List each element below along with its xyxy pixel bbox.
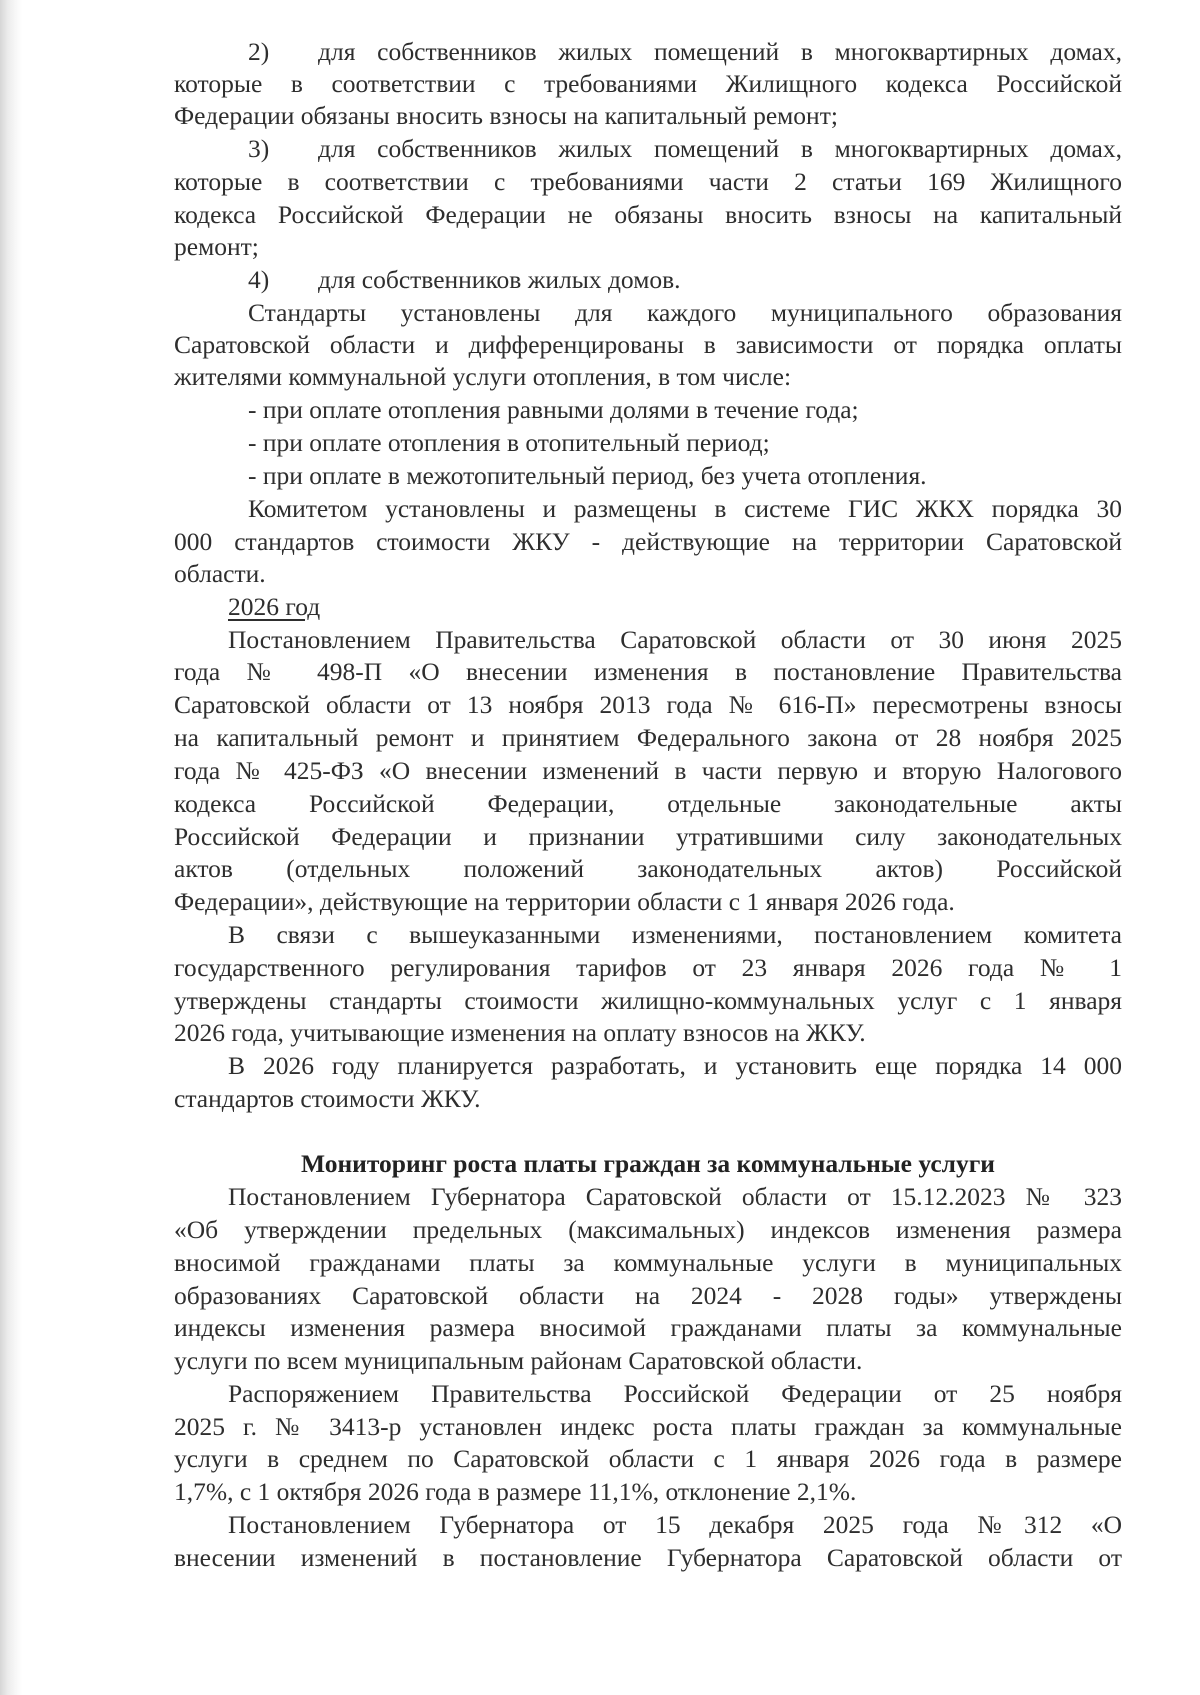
text-line: «Об утверждении предельных (максимальных) индексов изменения размера	[174, 1215, 1122, 1244]
text-line: Комитетом установлены и размещены в системе ГИС ЖКХ порядка 30	[248, 494, 1122, 523]
year-heading	[228, 591, 1122, 623]
text-line: Федерации обязаны вносить взносы на капитальный ремонт;	[174, 101, 838, 130]
text-line: государственного регулирования тарифов от 23 января 2026 года № 1	[174, 953, 1122, 982]
text-line: года № 498-П «О внесении изменения в постановление Правительства	[174, 657, 1122, 686]
text-line: Распоряжением Правительства Российской Федерации от 25 ноября	[228, 1379, 1122, 1408]
text-line: Саратовской области от 13 ноября 2013 года № 616-П» пересмотрены взносы	[174, 690, 1122, 719]
text-line: услуги по всем муниципальным районам Саратовской области.	[174, 1346, 863, 1375]
year-heading-text: 2026 год	[228, 592, 321, 621]
text-line: Стандарты установлены для каждого муниципального образования	[248, 298, 1122, 327]
list-item: - при оплате отопления равными долями в течение года;	[248, 395, 859, 424]
text-line: для собственников жилых помещений в многоквартирных домах,	[318, 37, 1122, 66]
section-heading: Мониторинг роста платы граждан за коммунальные услуги	[300, 1149, 995, 1178]
text-line: Постановлением Правительства Саратовской области от 30 июня 2025	[228, 625, 1122, 654]
text-line: которые в соответствии с требованиями Жилищного кодекса Российской	[174, 69, 1122, 98]
text-line: 000 стандартов стоимости ЖКУ - действующие на территории Саратовской	[174, 527, 1122, 556]
text-line: Постановлением Губернатора от 15 декабря 2025 года №312 «О	[228, 1510, 1122, 1539]
list-item-number: 3)	[248, 134, 270, 163]
list-item-number: 4)	[248, 265, 270, 294]
text-line: Постановлением Губернатора Саратовской области от 15.12.2023 № 323	[228, 1182, 1122, 1211]
text-line: области.	[174, 559, 266, 588]
text-line: для собственников жилых помещений в многоквартирных домах,	[318, 134, 1122, 163]
text-line: внесении изменений в постановление Губернатора Саратовской области от	[174, 1543, 1122, 1572]
text-line: Федерации», действующие на территории области с 1 января 2026 года.	[174, 887, 955, 916]
text-line: вносимой гражданами платы за коммунальные услуги в муниципальных	[174, 1248, 1122, 1277]
text-line: на капитальный ремонт и принятием Федерального закона от 28 ноября 2025	[174, 723, 1122, 752]
text-line: индексы изменения размера вносимой гражданами платы за коммунальные	[174, 1313, 1122, 1342]
text-line: услуги в среднем по Саратовской области с 1 января 2026 года в размере	[174, 1444, 1122, 1473]
text-line: актов (отдельных положений законодательных актов) Российской	[174, 854, 1122, 883]
text-line: для собственников жилых домов.	[318, 265, 681, 294]
text-line: 2026 года, учитывающие изменения на оплату взносов на ЖКУ.	[174, 1018, 866, 1047]
text-line: В связи с вышеуказанными изменениями, постановлением комитета	[228, 920, 1122, 949]
text-line: 1,7%, с 1 октября 2026 года в размере 11,1%, отклонение 2,1%.	[174, 1477, 857, 1506]
text-line: Российской Федерации и признании утратившими силу законодательных	[174, 822, 1122, 851]
text-line: года № 425-ФЗ «О внесении изменений в части первую и вторую Налогового	[174, 756, 1122, 785]
list-item: - при оплате отопления в отопительный период;	[248, 428, 770, 457]
text-line: ремонт;	[174, 232, 259, 261]
list-item: - при оплате в межотопительный период, без учета отопления.	[248, 461, 927, 490]
text-line: кодекса Российской Федерации, отдельные законодательные акты	[174, 789, 1122, 818]
text-line: утверждены стандарты стоимости жилищно-коммунальных услуг с 1 января	[174, 986, 1122, 1015]
text-line: жителями коммунальной услуги отопления, в том числе:	[174, 362, 792, 391]
scan-page-edge	[0, 0, 22, 1695]
text-line: 2025 г. № 3413-р установлен индекс роста платы граждан за коммунальные	[174, 1412, 1122, 1441]
text-line: Саратовской области и дифференцированы в зависимости от порядка оплаты	[174, 330, 1122, 359]
text-line: стандартов стоимости ЖКУ.	[174, 1084, 481, 1113]
text-line: образованиях Саратовской области на 2024 - 2028 годы» утверждены	[174, 1281, 1122, 1310]
text-line: В 2026 году планируется разработать, и установить еще порядка 14 000	[228, 1051, 1122, 1080]
list-item-number: 2)	[248, 37, 270, 66]
text-line: кодекса Российской Федерации не обязаны вносить взносы на капитальный	[174, 200, 1122, 229]
text-line: которые в соответствии с требованиями части 2 статьи 169 Жилищного	[174, 167, 1122, 196]
